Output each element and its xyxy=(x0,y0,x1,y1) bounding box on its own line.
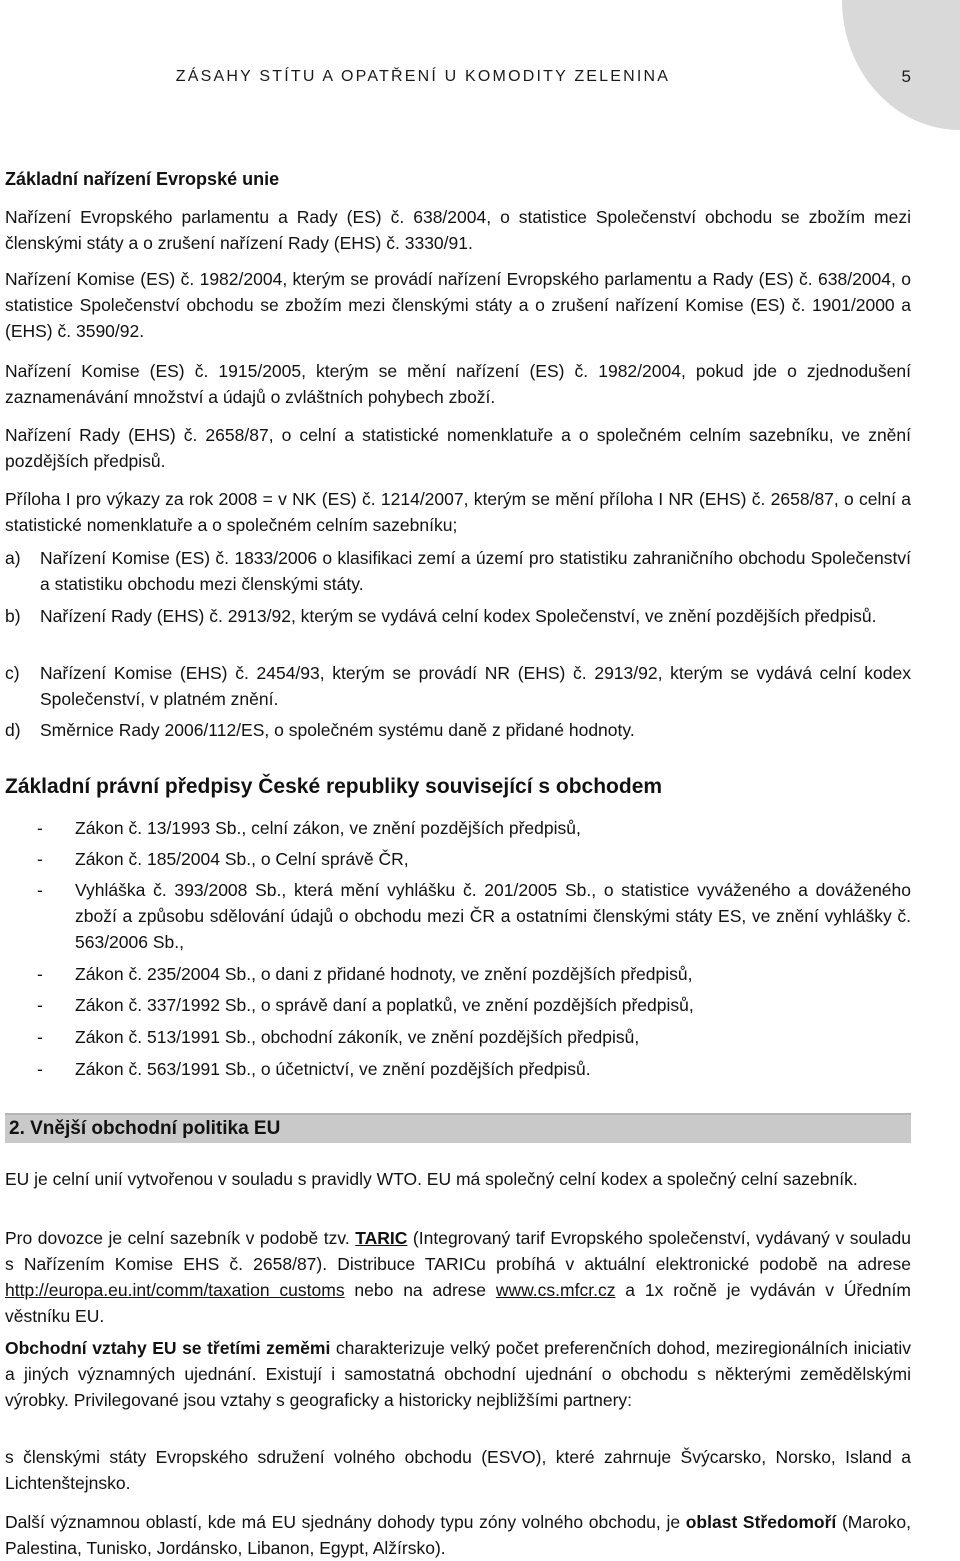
eu-list-item-b xyxy=(5,603,911,629)
cz-list-item xyxy=(37,815,911,841)
cz-list-item xyxy=(37,846,911,872)
list-marker: c) xyxy=(5,663,20,683)
s2-p5-text-b: (Maroko, Palestina, Tunisko, Jordánsko, Libanon, Egypt, Alžírsko). xyxy=(5,1512,911,1558)
list-marker: d) xyxy=(5,720,21,740)
list-text: Vyhláška č. 393/2008 Sb., která mění vyhlášku č. 201/2005 Sb., o statistice vyváženého a dováženého zboží a způsobu sdělování údajů o obchodu mezi ČR a ostatními členskými státy ES, ve znění vyhlášky č. 563/2006 Sb., xyxy=(75,880,911,952)
list-text: Nařízení Komise (ES) č. 1833/2006 o klasifikaci zemí a území pro statistiku zahraničního obchodu Společenství a statistiku obchodu mezi členskými státy. xyxy=(40,548,911,594)
eu-paragraph-5: Příloha I pro výkazy za rok 2008 = v NK (ES) č. 1214/2007, kterým se mění příloha I NR (EHS) č. 2658/87, o celní a statistické nomenklatuře a o společném celním sazebníku; xyxy=(5,489,911,535)
s2-p3-text: charakterizuje velký počet preferenčních dohod, meziregionálních iniciativ a jiných významných ujednání. Existují i samostatná obchodní ujednání o obchodu s některými zemědělskými výrobky. Privilegované jsou vztahy s geograficky a historicky nejbližšími partnery: xyxy=(5,1338,911,1410)
eu-list-item-c xyxy=(5,660,911,712)
list-dash: - xyxy=(37,849,43,869)
list-text: Zákon č. 13/1993 Sb., celní zákon, ve znění pozdějších předpisů, xyxy=(75,818,581,838)
eu-list-item-a xyxy=(5,545,911,597)
s2-p2-text-d: a 1x ročně je vydáván v Úředním věstníku EU. xyxy=(5,1280,911,1326)
s2-paragraph-5 xyxy=(5,1509,911,1561)
list-text: Nařízení Rady (EHS) č. 2913/92, kterým se vydává celní kodex Společenství, ve znění pozdějších předpisů. xyxy=(40,606,877,626)
list-marker: a) xyxy=(5,548,21,568)
cz-section-heading: Základní právní předpisy České republiky související s obchodem xyxy=(5,775,663,798)
list-marker: b) xyxy=(5,606,21,626)
s2-p3-bold: Obchodní vztahy EU se třetími zeměmi xyxy=(5,1338,331,1358)
running-header xyxy=(5,64,911,94)
cz-list-item xyxy=(37,961,911,987)
list-text: Zákon č. 513/1991 Sb., obchodní zákoník, ve znění pozdějších předpisů, xyxy=(75,1027,640,1047)
list-text: Zákon č. 337/1992 Sb., o správě daní a poplatků, ve znění pozdějších předpisů, xyxy=(75,995,694,1015)
s2-p2-text-b: (Integrovaný tarif Evropského společenství, vydávaný v souladu s Nařízením Komise EHS č. 2658/87). Distribuce TARICu probíhá v aktuální elektronické podobě na adrese xyxy=(5,1228,912,1274)
s2-p2-text-c: nebo na adrese xyxy=(344,1280,496,1300)
list-text: Nařízení Komise (EHS) č. 2454/93, kterým se provádí NR (EHS) č. 2913/92, kterým se vydává celní kodex Společenství, v platném znění. xyxy=(40,663,911,709)
eu-paragraph-3: Nařízení Komise (ES) č. 1915/2005, kterým se mění nařízení (ES) č. 1982/2004, pokud jde o zjednodušení zaznamenávání množství a údajů o zvláštních pohybech zboží. xyxy=(5,361,911,407)
s2-paragraph-1: EU je celní unií vytvořenou v souladu s pravidly WTO. EU má společný celní kodex a společný celní sazebník. xyxy=(5,1169,858,1189)
eu-paragraph-1: Nařízení Evropského parlamentu a Rady (ES) č. 638/2004, o statistice Společenství obchodu se zbožím mezi členskými státy a o zrušení nařízení Rady (EHS) č. 3330/91. xyxy=(5,207,911,253)
mfcr-link[interactable]: www.cs.mfcr.cz xyxy=(495,1280,616,1300)
list-dash: - xyxy=(37,880,43,900)
list-text: Zákon č. 235/2004 Sb., o dani z přidané hodnoty, ve znění pozdějších předpisů, xyxy=(75,964,693,984)
page-number: 5 xyxy=(901,67,911,86)
list-dash: - xyxy=(37,1059,43,1079)
list-dash: - xyxy=(37,1027,43,1047)
s2-p2-text-a: Pro dovozce je celní sazebník v podobě tzv. xyxy=(5,1228,356,1248)
section-2-heading: 2. Vnější obchodní politika EU xyxy=(9,1118,281,1139)
list-text: Směrnice Rady 2006/112/ES, o společném systému daně z přidané hodnoty. xyxy=(40,720,635,740)
section-2-heading-bar xyxy=(5,1113,911,1143)
taric-term: TARIC xyxy=(355,1228,408,1248)
list-text: Zákon č. 563/1991 Sb., o účetnictví, ve znění pozdějších předpisů. xyxy=(75,1059,591,1079)
eu-paragraph-2: Nařízení Komise (ES) č. 1982/2004, kterým se provádí nařízení Evropského parlamentu a Rady (ES) č. 638/2004, o statistice Společenství obchodu se zbožím mezi členskými státy a o zrušení nařízení Komise (ES) č. 1901/2000 a (EHS) č. 3590/92. xyxy=(5,269,911,341)
eu-paragraph-4: Nařízení Rady (EHS) č. 2658/87, o celní a statistické nomenklatuře a o společném celním sazebníku, ve znění pozdějších předpisů. xyxy=(5,425,911,471)
cz-list-item xyxy=(37,1024,911,1050)
s2-paragraph-2 xyxy=(5,1225,911,1329)
s2-p5-bold: oblast Středomoří xyxy=(685,1512,837,1532)
list-dash: - xyxy=(37,995,43,1015)
cz-list-item xyxy=(37,992,911,1018)
list-dash: - xyxy=(37,818,43,838)
eu-section-heading: Základní nařízení Evropské unie xyxy=(5,169,280,189)
cz-list-item xyxy=(37,877,911,955)
cz-list-item xyxy=(37,1056,911,1082)
s2-paragraph-4: s členskými státy Evropského sdružení volného obchodu (ESVO), které zahrnuje Švýcarsko, Norsko, Island a Lichtenštejnsko. xyxy=(5,1447,911,1493)
list-dash: - xyxy=(37,964,43,984)
s2-p5-text-a: Další významnou oblastí, kde má EU sjednány dohody typu zóny volného obchodu, je xyxy=(5,1512,686,1532)
list-text: Zákon č. 185/2004 Sb., o Celní správě ČR, xyxy=(75,849,409,869)
s2-paragraph-3 xyxy=(5,1335,911,1413)
europa-link[interactable]: http://europa.eu.int/comm/taxation customs xyxy=(5,1280,345,1300)
eu-list-item-d xyxy=(5,717,911,743)
header-title: ZÁSAHY STÍTU A OPATŘENÍ U KOMODITY ZELENINA xyxy=(175,68,671,85)
document-page xyxy=(5,0,911,1561)
